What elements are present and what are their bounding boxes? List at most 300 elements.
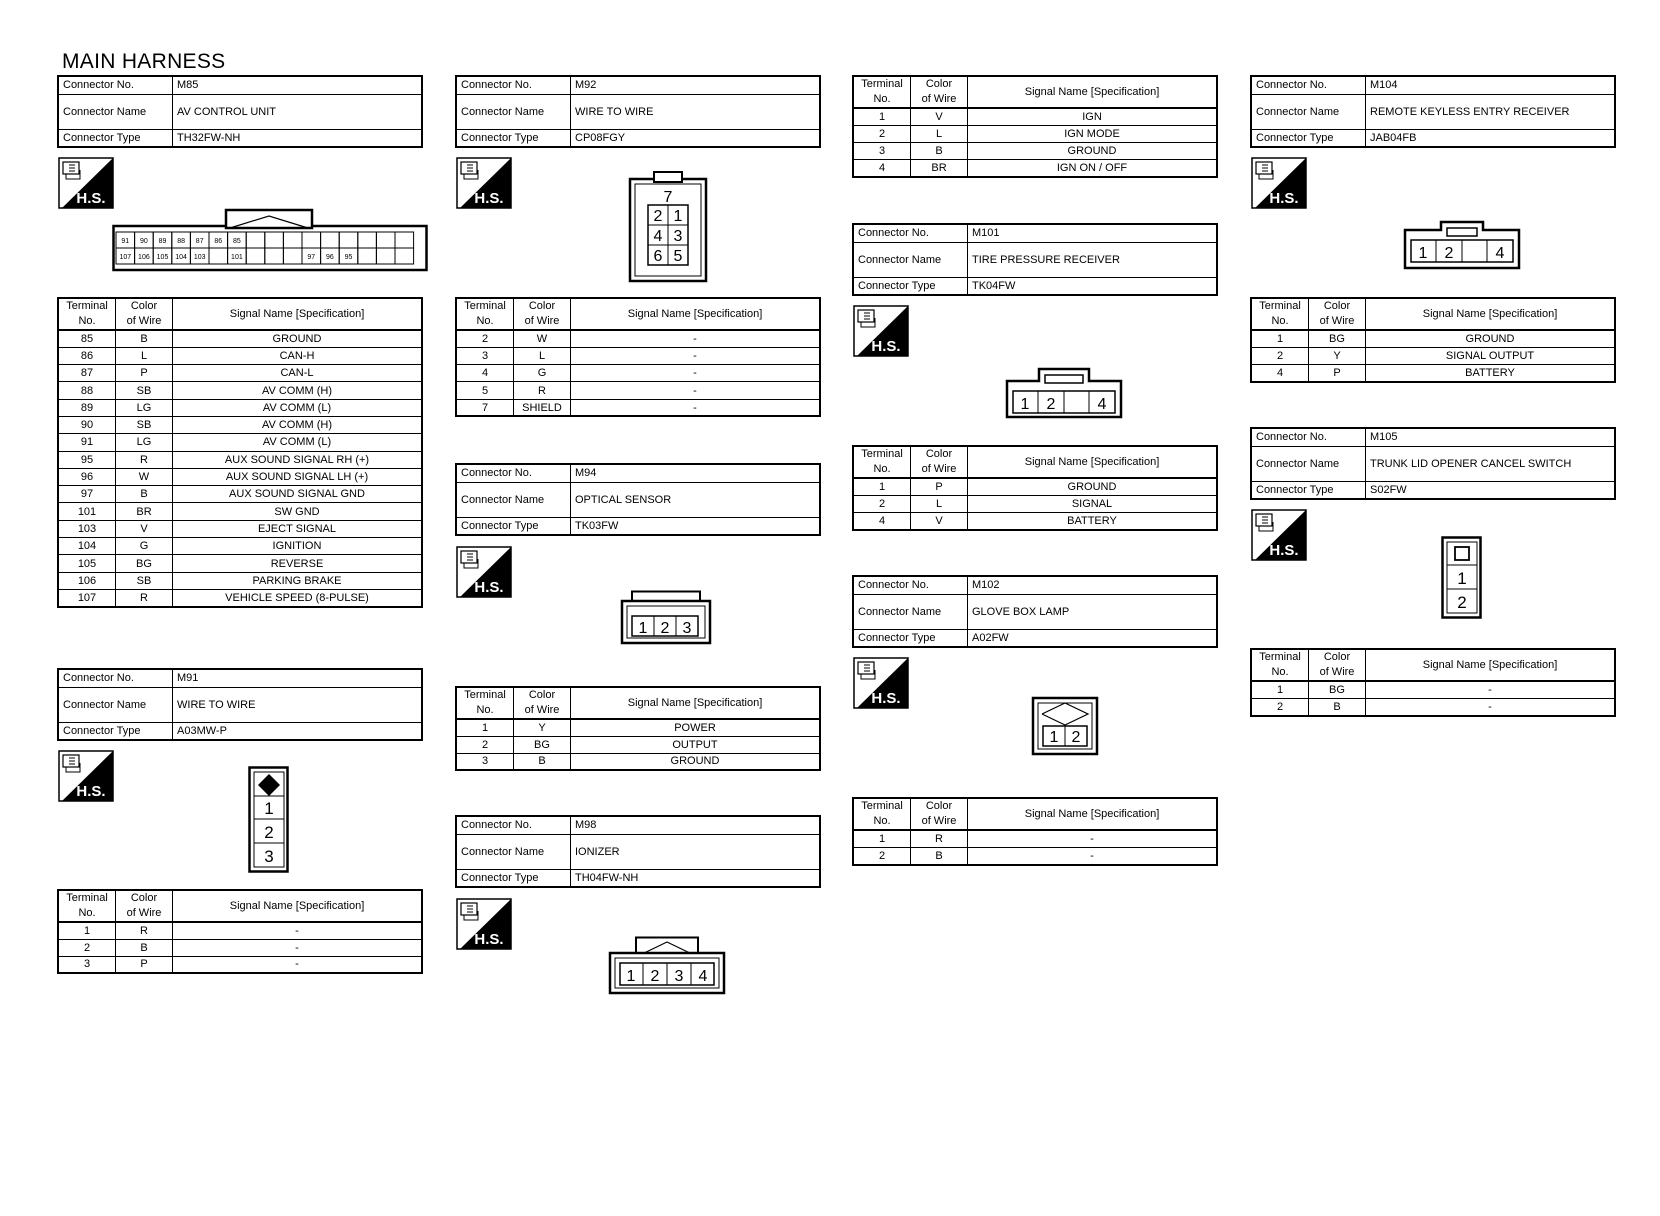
col-color: Color of Wire — [911, 446, 968, 478]
pin-label: 86 — [214, 238, 223, 245]
color-cell: B — [116, 939, 173, 956]
table-row — [1251, 681, 1615, 698]
terminal-cell: 2 — [58, 939, 116, 956]
terminal-cell: 86 — [58, 347, 116, 364]
color-cell: P — [116, 365, 173, 382]
signal-cell: AUX SOUND SIGNAL GND — [173, 486, 423, 503]
signal-cell: CAN-L — [173, 365, 423, 382]
table-row — [1251, 365, 1615, 382]
terminal-table-m105 — [1250, 648, 1616, 717]
hs-icon — [853, 305, 909, 357]
signal-cell: - — [571, 382, 821, 399]
connector-info-m104 — [1250, 75, 1616, 148]
color-cell: B — [116, 330, 173, 347]
terminal-cell: 4 — [456, 365, 514, 382]
pin-label: 5 — [673, 248, 683, 265]
color-cell: L — [514, 347, 571, 364]
label: Connector No. — [1251, 428, 1366, 446]
signal-cell: EJECT SIGNAL — [173, 520, 423, 537]
terminal-cell: 4 — [853, 160, 911, 177]
pin-label: 6 — [653, 248, 663, 265]
table-row — [853, 125, 1217, 142]
terminal-cell: 1 — [853, 108, 911, 125]
connector-type: A03MW-P — [173, 722, 423, 740]
table-row — [58, 347, 422, 364]
hs-label: H.S. — [871, 338, 901, 355]
connector-no: M102 — [968, 576, 1218, 594]
table-row — [853, 478, 1217, 495]
table-row — [58, 365, 422, 382]
color-cell: B — [911, 143, 968, 160]
label: Connector Name — [58, 94, 173, 129]
hs-label: H.S. — [76, 783, 106, 800]
connector-no: M94 — [571, 464, 821, 482]
connector-name: AV CONTROL UNIT — [173, 94, 423, 129]
col-terminal: Terminal No. — [456, 687, 514, 719]
pin-label: 1 — [1457, 569, 1467, 588]
terminal-cell: 1 — [853, 830, 911, 847]
pin-label: 91 — [121, 238, 130, 245]
terminal-cell: 2 — [853, 495, 911, 512]
label: Connector Type — [1251, 129, 1366, 147]
signal-cell: - — [571, 347, 821, 364]
terminal-cell: 2 — [1251, 347, 1309, 364]
hs-label: H.S. — [474, 931, 504, 948]
table-row — [456, 365, 820, 382]
table-row — [456, 736, 820, 753]
terminal-cell: 103 — [58, 520, 116, 537]
terminal-table-m85 — [57, 297, 423, 608]
table-row — [853, 160, 1217, 177]
terminal-cell: 4 — [853, 513, 911, 530]
terminal-table-m91 — [57, 889, 423, 974]
hs-icon — [456, 546, 512, 598]
color-cell: R — [514, 382, 571, 399]
label: Connector Type — [456, 129, 571, 147]
label: Connector No. — [58, 76, 173, 94]
pin-label: 1 — [264, 799, 274, 818]
terminal-cell: 90 — [58, 416, 116, 433]
color-cell: G — [514, 365, 571, 382]
pin-label: 4 — [653, 228, 663, 245]
label: Connector No. — [853, 576, 968, 594]
pin-label: 97 — [307, 254, 316, 261]
label: Connector No. — [58, 669, 173, 687]
table-row — [853, 108, 1217, 125]
signal-cell: IGN ON / OFF — [968, 160, 1218, 177]
table-row — [456, 330, 820, 347]
connector-type: A02FW — [968, 629, 1218, 647]
terminal-cell: 2 — [456, 736, 514, 753]
table-row — [58, 382, 422, 399]
terminal-cell: 1 — [456, 719, 514, 736]
pin-label: 101 — [231, 254, 243, 261]
hs-icon — [853, 657, 909, 709]
connector-info-m92 — [455, 75, 821, 148]
terminal-cell: 2 — [1251, 698, 1309, 715]
terminal-cell: 4 — [1251, 365, 1309, 382]
signal-cell: IGN MODE — [968, 125, 1218, 142]
label: Connector Name — [456, 834, 571, 869]
pin-label: 3 — [674, 968, 684, 985]
pin-label: 2 — [1457, 593, 1467, 612]
connector-diagram-m105 — [1441, 536, 1483, 620]
pin-label: 89 — [158, 238, 167, 245]
col-terminal: Terminal No. — [1251, 649, 1309, 681]
connector-info-m105 — [1250, 427, 1616, 500]
col-color: Color of Wire — [116, 298, 173, 330]
signal-cell: - — [173, 956, 423, 973]
connector-no: M91 — [173, 669, 423, 687]
connector-name: TRUNK LID OPENER CANCEL SWITCH — [1366, 446, 1616, 481]
connector-diagram-m98 — [608, 936, 726, 996]
pin-label: 1 — [638, 620, 648, 637]
color-cell: BG — [116, 555, 173, 572]
col-signal: Signal Name [Specification] — [968, 76, 1218, 108]
col-color: Color of Wire — [911, 76, 968, 108]
signal-cell: - — [968, 847, 1218, 864]
label: Connector Type — [58, 722, 173, 740]
connector-info-m98 — [455, 815, 821, 888]
pin-label: 2 — [1046, 396, 1056, 413]
signal-cell: VEHICLE SPEED (8-PULSE) — [173, 589, 423, 606]
table-row — [1251, 330, 1615, 347]
signal-cell: AV COMM (L) — [173, 434, 423, 451]
table-row — [1251, 347, 1615, 364]
color-cell: V — [911, 513, 968, 530]
table-row — [853, 513, 1217, 530]
connector-type: TK03FW — [571, 517, 821, 535]
signal-cell: - — [571, 365, 821, 382]
pin-label: 3 — [264, 847, 274, 866]
color-cell: BR — [116, 503, 173, 520]
table-row — [853, 495, 1217, 512]
table-row — [58, 503, 422, 520]
col-color: Color of Wire — [911, 798, 968, 830]
hs-label: H.S. — [76, 190, 106, 207]
table-row — [58, 451, 422, 468]
color-cell: R — [116, 922, 173, 939]
terminal-cell: 1 — [853, 478, 911, 495]
signal-cell: CAN-H — [173, 347, 423, 364]
signal-cell: SIGNAL — [968, 495, 1218, 512]
table-row — [58, 538, 422, 555]
label: Connector Type — [1251, 481, 1366, 499]
terminal-cell: 89 — [58, 399, 116, 416]
terminal-cell: 2 — [853, 125, 911, 142]
connector-type: S02FW — [1366, 481, 1616, 499]
table-row — [456, 399, 820, 416]
terminal-cell: 1 — [1251, 681, 1309, 698]
color-cell: Y — [514, 719, 571, 736]
connector-diagram-m104 — [1403, 220, 1521, 270]
connector-type: TH04FW-NH — [571, 869, 821, 887]
label: Connector Name — [1251, 94, 1366, 129]
table-row — [1251, 698, 1615, 715]
table-row — [853, 830, 1217, 847]
signal-cell: GROUND — [1366, 330, 1616, 347]
signal-cell: BATTERY — [968, 513, 1218, 530]
table-row — [456, 719, 820, 736]
label: Connector No. — [456, 816, 571, 834]
connector-info-m85 — [57, 75, 423, 148]
color-cell: LG — [116, 434, 173, 451]
col-color: Color of Wire — [1309, 649, 1366, 681]
signal-cell: GROUND — [571, 753, 821, 770]
pin-label: 1 — [673, 208, 683, 225]
label: Connector Name — [58, 687, 173, 722]
pin-label: 106 — [138, 254, 150, 261]
pin-label: 2 — [264, 823, 274, 842]
signal-cell: AUX SOUND SIGNAL LH (+) — [173, 468, 423, 485]
col-color: Color of Wire — [1309, 298, 1366, 330]
connector-diagram-m94 — [620, 590, 712, 646]
terminal-cell: 3 — [853, 143, 911, 160]
col-signal: Signal Name [Specification] — [1366, 298, 1616, 330]
table-row — [853, 143, 1217, 160]
signal-cell: - — [1366, 698, 1616, 715]
signal-cell: SW GND — [173, 503, 423, 520]
col-terminal: Terminal No. — [456, 298, 514, 330]
color-cell: R — [116, 589, 173, 606]
table-row — [58, 434, 422, 451]
terminal-cell: 105 — [58, 555, 116, 572]
connector-type: JAB04FB — [1366, 129, 1616, 147]
col-terminal: Terminal No. — [58, 298, 116, 330]
signal-cell: - — [173, 922, 423, 939]
terminal-table-m104 — [1250, 297, 1616, 383]
connector-type: TH32FW-NH — [173, 129, 423, 147]
pin-label: 95 — [344, 254, 353, 261]
terminal-cell: 104 — [58, 538, 116, 555]
connector-diagram-m85 — [112, 208, 428, 272]
col-color: Color of Wire — [514, 687, 571, 719]
connector-name: GLOVE BOX LAMP — [968, 594, 1218, 629]
col-signal: Signal Name [Specification] — [571, 687, 821, 719]
table-row — [58, 922, 422, 939]
col-color: Color of Wire — [514, 298, 571, 330]
pin-label: 90 — [140, 238, 148, 245]
col-terminal: Terminal No. — [853, 76, 911, 108]
table-row — [58, 468, 422, 485]
color-cell: W — [116, 468, 173, 485]
connector-name: IONIZER — [571, 834, 821, 869]
col-terminal: Terminal No. — [853, 446, 911, 478]
hs-icon — [456, 157, 512, 209]
signal-cell: AV COMM (H) — [173, 382, 423, 399]
terminal-table-m101 — [852, 445, 1218, 531]
terminal-cell: 95 — [58, 451, 116, 468]
color-cell: BG — [514, 736, 571, 753]
pin-label: 3 — [682, 620, 692, 637]
hs-icon — [1251, 509, 1307, 561]
pin-label: 1 — [1418, 245, 1428, 262]
table-row — [58, 956, 422, 973]
label: Connector Name — [1251, 446, 1366, 481]
label: Connector Type — [58, 129, 173, 147]
color-cell: V — [911, 108, 968, 125]
label: Connector No. — [456, 464, 571, 482]
pin-label: 2 — [650, 968, 660, 985]
terminal-table-m94 — [455, 686, 821, 771]
m85-face-svg — [112, 208, 428, 272]
signal-cell: REVERSE — [173, 555, 423, 572]
color-cell: BG — [1309, 681, 1366, 698]
color-cell: B — [1309, 698, 1366, 715]
col-signal: Signal Name [Specification] — [1366, 649, 1616, 681]
signal-cell: AUX SOUND SIGNAL RH (+) — [173, 451, 423, 468]
pin-label: 2 — [1071, 729, 1081, 746]
terminal-cell: 106 — [58, 572, 116, 589]
connector-info-m94 — [455, 463, 821, 536]
label: Connector Type — [853, 629, 968, 647]
terminal-cell: 107 — [58, 589, 116, 606]
terminal-cell: 87 — [58, 365, 116, 382]
connector-type: CP08FGY — [571, 129, 821, 147]
signal-cell: AV COMM (H) — [173, 416, 423, 433]
connector-info-m91 — [57, 668, 423, 741]
color-cell: B — [911, 847, 968, 864]
label: Connector No. — [853, 224, 968, 242]
col-terminal: Terminal No. — [58, 890, 116, 922]
col-signal: Signal Name [Specification] — [571, 298, 821, 330]
table-row — [456, 347, 820, 364]
hs-label: H.S. — [871, 690, 901, 707]
signal-cell: IGNITION — [173, 538, 423, 555]
table-row — [456, 753, 820, 770]
label: Connector Type — [456, 517, 571, 535]
connector-name: WIRE TO WIRE — [571, 94, 821, 129]
terminal-cell: 96 — [58, 468, 116, 485]
color-cell: L — [911, 125, 968, 142]
table-row — [58, 416, 422, 433]
color-cell: R — [911, 830, 968, 847]
pin-label: 96 — [326, 254, 334, 261]
connector-no: M105 — [1366, 428, 1616, 446]
connector-diagram-m91 — [248, 766, 290, 874]
signal-cell: GROUND — [968, 478, 1218, 495]
hs-icon — [456, 898, 512, 950]
terminal-cell: 97 — [58, 486, 116, 503]
col-signal: Signal Name [Specification] — [173, 298, 423, 330]
signal-cell: GROUND — [968, 143, 1218, 160]
signal-cell: - — [173, 939, 423, 956]
connector-diagram-m101 — [1005, 367, 1123, 419]
label: Connector Name — [456, 482, 571, 517]
terminal-table-m102 — [852, 797, 1218, 866]
terminal-cell: 85 — [58, 330, 116, 347]
connector-no: M92 — [571, 76, 821, 94]
color-cell: SB — [116, 572, 173, 589]
terminal-table-m92 — [455, 297, 821, 417]
col-terminal: Terminal No. — [853, 798, 911, 830]
table-row — [58, 572, 422, 589]
hs-icon — [58, 750, 114, 802]
pin-label: 2 — [653, 208, 663, 225]
color-cell: V — [116, 520, 173, 537]
color-cell: G — [116, 538, 173, 555]
pin-label: 104 — [175, 254, 187, 261]
table-row — [58, 555, 422, 572]
pin-label: 4 — [698, 968, 708, 985]
terminal-table-ign — [852, 75, 1218, 178]
terminal-cell: 3 — [456, 753, 514, 770]
col-signal: Signal Name [Specification] — [968, 798, 1218, 830]
pin-label: 2 — [660, 620, 670, 637]
connector-name: TIRE PRESSURE RECEIVER — [968, 242, 1218, 277]
hs-label: H.S. — [1269, 542, 1299, 559]
pin-label: 4 — [1495, 245, 1505, 262]
pin-label: 87 — [195, 238, 204, 245]
terminal-cell: 1 — [58, 922, 116, 939]
terminal-cell: 2 — [853, 847, 911, 864]
terminal-cell: 88 — [58, 382, 116, 399]
label: Connector Name — [853, 594, 968, 629]
terminal-cell: 101 — [58, 503, 116, 520]
table-row — [58, 486, 422, 503]
color-cell: W — [514, 330, 571, 347]
signal-cell: - — [968, 830, 1218, 847]
pin-label: 88 — [177, 238, 185, 245]
signal-cell: POWER — [571, 719, 821, 736]
table-row — [853, 847, 1217, 864]
label: Connector No. — [1251, 76, 1366, 94]
pin-label: 4 — [1097, 396, 1107, 413]
color-cell: BR — [911, 160, 968, 177]
pin-label: 7 — [663, 189, 673, 206]
pin-label: 107 — [119, 254, 132, 261]
connector-name: OPTICAL SENSOR — [571, 482, 821, 517]
signal-cell: OUTPUT — [571, 736, 821, 753]
connector-info-m102 — [852, 575, 1218, 648]
label: Connector Type — [853, 277, 968, 295]
color-cell: L — [911, 495, 968, 512]
color-cell: B — [116, 486, 173, 503]
hs-icon — [58, 157, 114, 209]
terminal-cell: 1 — [1251, 330, 1309, 347]
terminal-cell: 5 — [456, 382, 514, 399]
col-signal: Signal Name [Specification] — [173, 890, 423, 922]
pin-label: 105 — [156, 254, 169, 261]
hs-label: H.S. — [474, 579, 504, 596]
color-cell: SB — [116, 416, 173, 433]
pin-label: 85 — [233, 238, 241, 245]
col-terminal: Terminal No. — [1251, 298, 1309, 330]
color-cell: LG — [116, 399, 173, 416]
table-row — [58, 399, 422, 416]
pin-label: 1 — [1020, 396, 1030, 413]
signal-cell: - — [1366, 681, 1616, 698]
terminal-cell: 2 — [456, 330, 514, 347]
connector-no: M98 — [571, 816, 821, 834]
label: Connector No. — [456, 76, 571, 94]
connector-type: TK04FW — [968, 277, 1218, 295]
connector-no: M101 — [968, 224, 1218, 242]
pin-label: 3 — [673, 228, 683, 245]
col-signal: Signal Name [Specification] — [968, 446, 1218, 478]
connector-info-m101 — [852, 223, 1218, 296]
signal-cell: SIGNAL OUTPUT — [1366, 347, 1616, 364]
page-title: MAIN HARNESS — [62, 50, 226, 73]
hs-icon — [1251, 157, 1307, 209]
pin-label: 103 — [193, 254, 206, 261]
terminal-cell: 3 — [58, 956, 116, 973]
signal-cell: - — [571, 330, 821, 347]
table-row — [58, 589, 422, 606]
connector-no: M104 — [1366, 76, 1616, 94]
connector-name: WIRE TO WIRE — [173, 687, 423, 722]
table-row — [58, 330, 422, 347]
